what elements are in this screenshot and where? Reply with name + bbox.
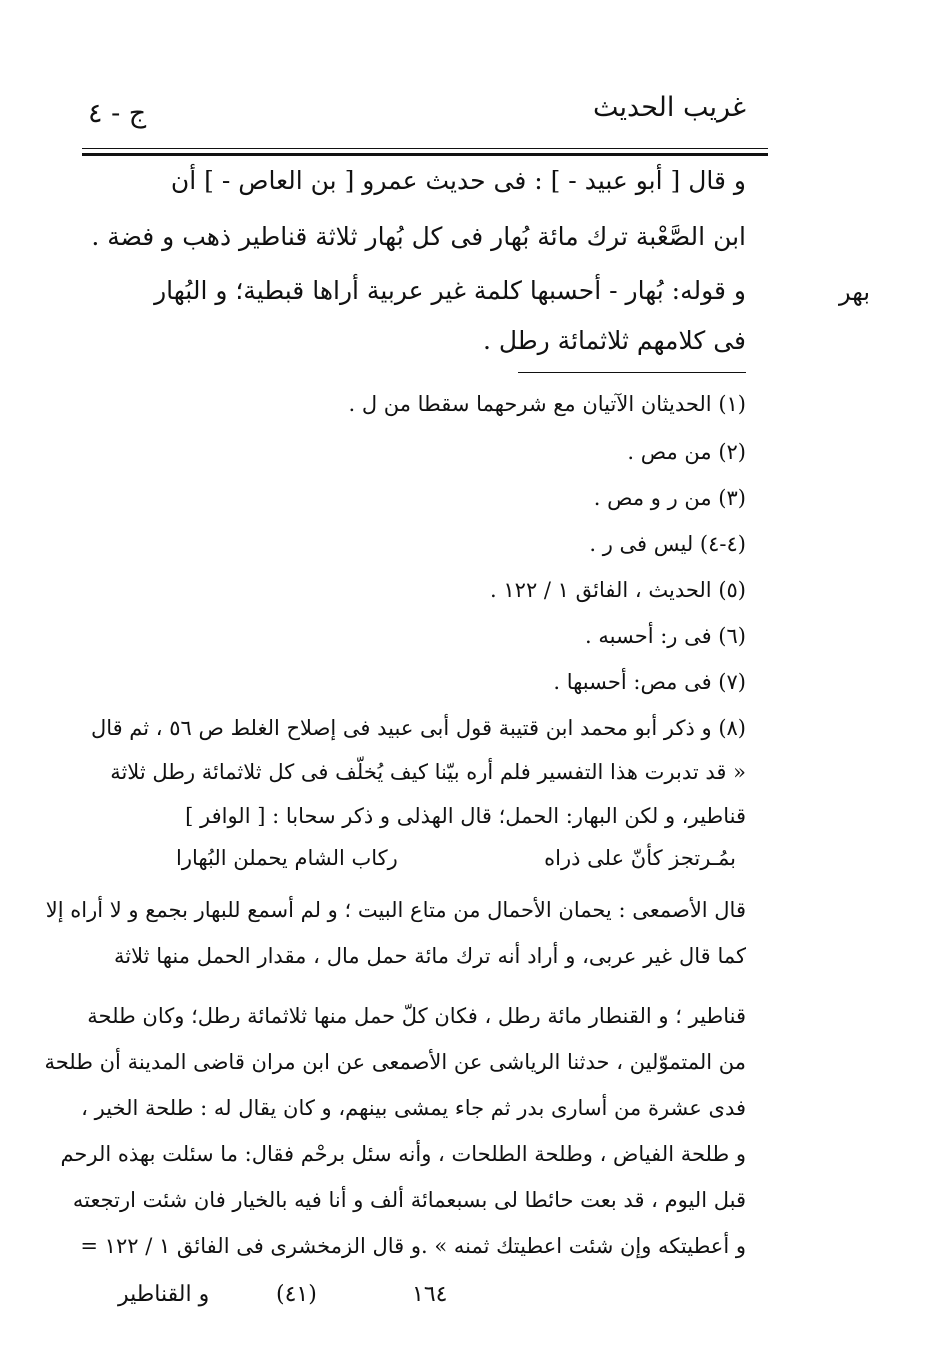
footnote-1: (١) الحديثان الآتيان مع شرحهما سقطا من ل .	[348, 392, 746, 416]
footnote-8-line-2: « قد تدبرت هذا التفسير فلم أره بيّنا كيف يُخلّف فى كل ثلاثمائة رطل ثلاثة	[110, 760, 746, 784]
footnote-4: (٤-٤) ليس فى ر .	[589, 532, 746, 556]
footnote-8-line-3: قناطير، و لكن البهار: الحمل؛ قال الهذلى و ذكر سحابا : [ الوافر ]	[185, 804, 746, 828]
footnote-8-continuation-8: و أعطيتكه وإن شئت اعطيتك ثمنه » .و قال الزمخشرى فى الفائق ١ / ١٢٢ =	[80, 1234, 746, 1258]
footnote-8-continuation-3: قناطير ؛ و القنطار مائة رطل ، فكان كلّ حمل منها ثلاثمائة رطل؛ وكان طلحة	[87, 1004, 746, 1028]
margin-keyword: بهر	[839, 278, 870, 306]
footnote-2: (٢) من مص .	[627, 440, 746, 464]
running-title: غريب الحديث	[593, 92, 746, 123]
volume-label: ج - ٤	[88, 98, 147, 129]
footnote-separator	[518, 372, 746, 373]
main-text-line-1: و قال [ أبو عبيد - ] : فى حديث عمرو [ بن العاص - ] أن	[170, 166, 746, 195]
footnote-8-continuation-4: من المتموّلين ، حدثنا الرياشى عن الأصمعى عن ابن مران قاضى المدينة أن طلحة	[44, 1050, 746, 1074]
sheet-number: (٤١)	[276, 1282, 317, 1307]
verse-hemistich-1: بمُـرتجز كأنّ على ذراه	[544, 846, 736, 870]
footnote-3: (٣) من ر و مص .	[593, 486, 746, 510]
footnote-8-continuation-6: و طلحة الفياض ، وطلحة الطلحات ، وأنه سئل برحْم فقال: ما سئلت بهذه الرحم	[60, 1142, 746, 1166]
page-number: ١٦٤	[412, 1282, 448, 1307]
footnote-8-line-1: (٨) و ذكر أبو محمد ابن قتيبة قول أبى عبيد فى إصلاح الغلط ص ٥٦ ، ثم قال	[90, 716, 746, 740]
footnote-5: (٥) الحديث ، الفائق ١ / ١٢٢ .	[490, 578, 746, 602]
main-text-line-4: فى كلامهم ثلاثمائة رطل .	[482, 326, 746, 355]
header-rule-thick	[82, 153, 768, 156]
main-text-line-3: و قوله: بُهار - أحسبها كلمة غير عربية أراها قبطية؛ و البُهار	[154, 276, 746, 305]
footnote-8-continuation-7: قبل اليوم ، قد بعت حائطا لى بسبعمائة ألف و أنا فيه بالخيار فان شئت ارتجعته	[72, 1188, 746, 1212]
footnote-7: (٧) فى مص: أحسبها .	[553, 670, 746, 694]
header-rule-thin	[82, 148, 768, 149]
footnote-8-continuation-5: فدى عشرة من أسارى بدر ثم جاء يمشى بينهم، و كان يقال له : طلحة الخير ،	[81, 1096, 746, 1120]
verse-hemistich-2: ركاب الشام يحملن البُهارا	[176, 846, 398, 870]
footnote-8-continuation-2: كما قال غير عربى، و أراد أنه ترك مائة حمل مال ، مقدار الحمل منها ثلاثة	[114, 944, 746, 968]
footnote-8-continuation-1: قال الأصمعى : يحمان الأحمال من متاع البيت ؛ و لم أسمع للبهار بجمع و لا أراه إلا	[45, 898, 746, 922]
catchword: و القناطير	[118, 1282, 210, 1307]
footnote-6: (٦) فى ر: أحسبه .	[585, 624, 746, 648]
main-text-line-2: ابن الصَّعْبة ترك مائة بُهار فى كل بُهار ثلاثة قناطير ذهب و فضة .	[91, 222, 746, 251]
